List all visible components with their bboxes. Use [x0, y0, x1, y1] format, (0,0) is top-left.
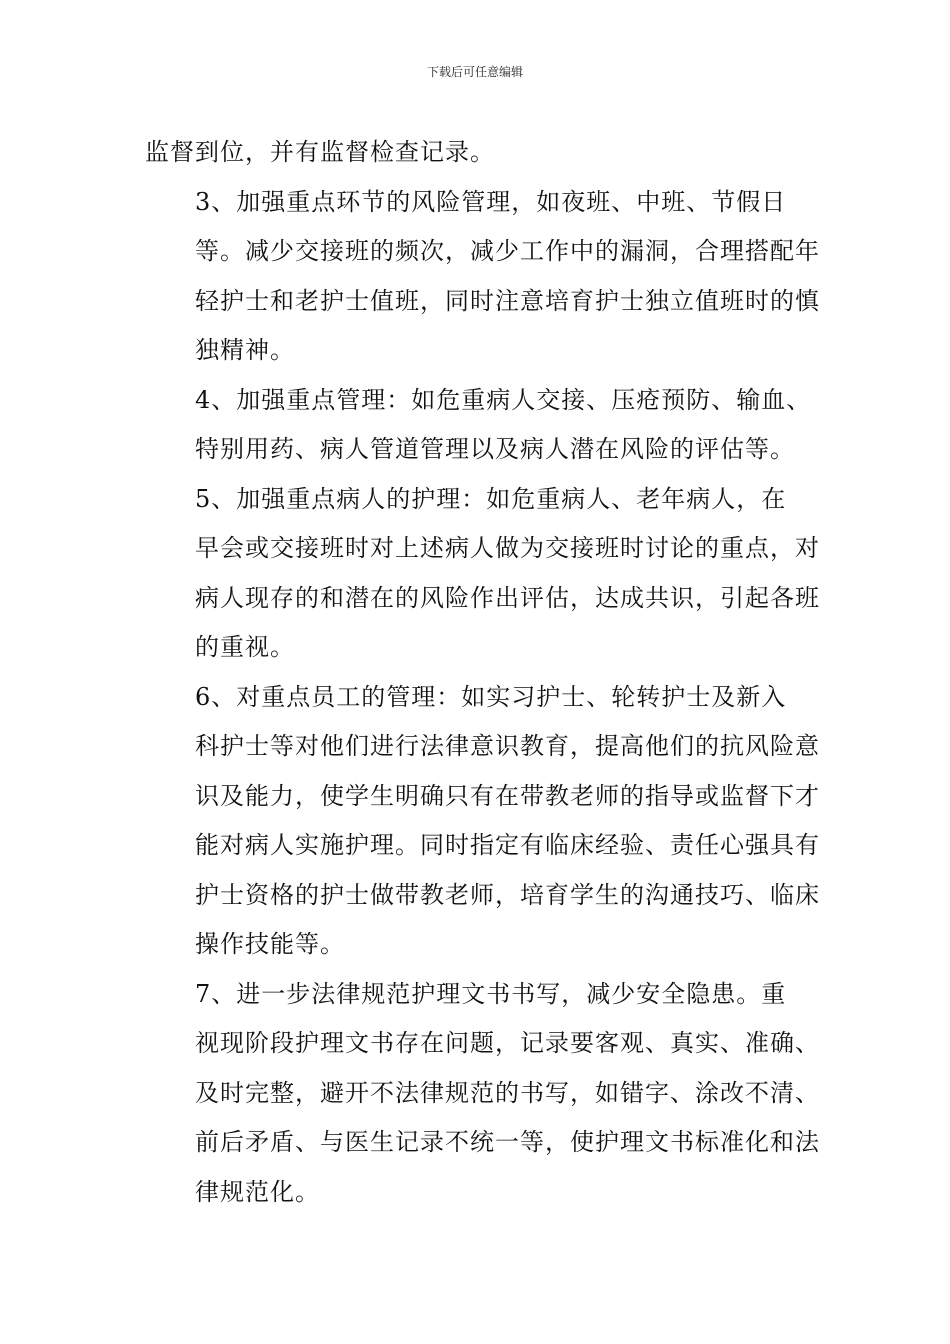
paragraph-line: 识及能力，使学生明确只有在带教老师的指导或监督下才: [195, 781, 820, 810]
paragraph-line: 特别用药、病人管道管理以及病人潜在风险的评估等。: [195, 435, 795, 463]
paragraph-line: 的重视。: [195, 633, 295, 661]
paragraph-line: 视现阶段护理文书存在问题，记录要客观、真实、准确、: [195, 1029, 820, 1057]
paragraph-6: [145, 970, 820, 1218]
paragraph-2: [145, 178, 820, 376]
paragraph-line: 监督到位，并有监督检查记录。: [145, 138, 495, 166]
paragraph-line: 独精神。: [195, 336, 295, 364]
paragraph-line: 6、对重点员工的管理：如实习护士、轮转护士及新入: [195, 682, 787, 711]
paragraph-1: [145, 128, 815, 178]
paragraph-line: 病人现存的和潜在的风险作出评估，达成共识，引起各班: [195, 583, 820, 612]
paragraph-4: [145, 475, 820, 673]
paragraph-line: 早会或交接班时对上述病人做为交接班时讨论的重点，对: [195, 534, 820, 562]
paragraph-line: 等。减少交接班的频次，减少工作中的漏洞，合理搭配年: [195, 237, 820, 265]
paragraph-line: 能对病人实施护理。同时指定有临床经验、责任心强具有: [195, 831, 820, 859]
paragraph-line: 科护士等对他们进行法律意识教育，提高他们的抗风险意: [195, 732, 820, 760]
paragraph-line: 4、加强重点管理：如危重病人交接、压疮预防、输血、: [195, 385, 812, 414]
page-header: 下载后可任意编辑: [426, 65, 523, 79]
paragraph-line: 律规范化。: [195, 1177, 320, 1206]
paragraph-line: 3、加强重点环节的风险管理，如夜班、中班、节假日: [195, 187, 787, 216]
paragraph-line: 轻护士和老护士值班，同时注意培育护士独立值班时的慎: [195, 286, 820, 315]
paragraph-line: 及时完整，避开不法律规范的书写，如错字、涂改不清、: [195, 1078, 820, 1107]
paragraph-line: 操作技能等。: [195, 930, 345, 958]
paragraph-3: [145, 376, 815, 475]
paragraph-line: 护士资格的护士做带教老师，培育学生的沟通技巧、临床: [195, 880, 820, 909]
paragraph-line: 5、加强重点病人的护理：如危重病人、老年病人，在: [195, 484, 787, 513]
paragraph-line: 7、进一步法律规范护理文书书写，减少安全隐患。重: [195, 979, 787, 1008]
document-body: [145, 128, 820, 1217]
paragraph-line: 前后矛盾、与医生记录不统一等，使护理文书标准化和法: [195, 1128, 820, 1156]
paragraph-5: [145, 673, 820, 970]
